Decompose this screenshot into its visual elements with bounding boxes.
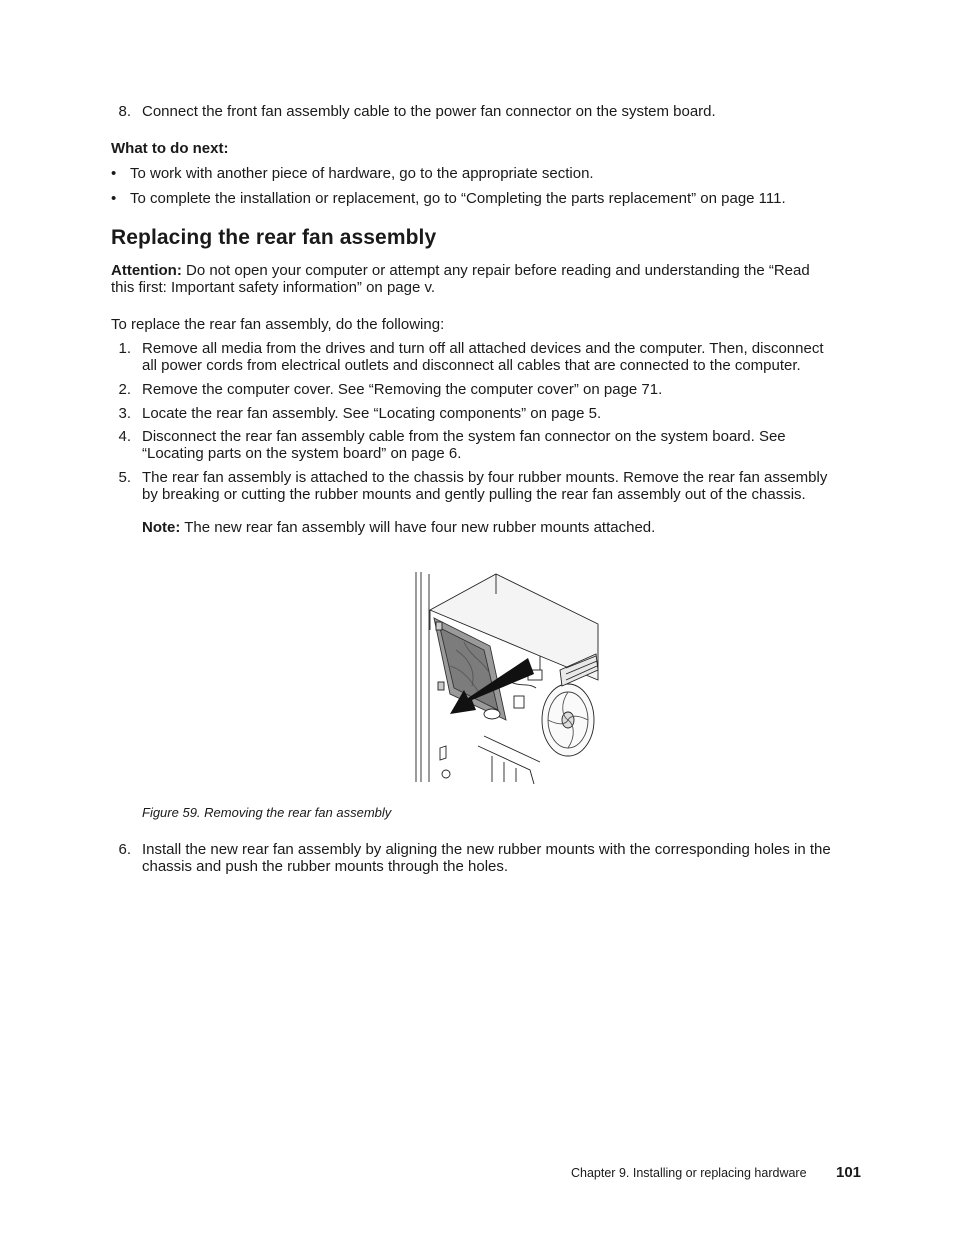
step-number: 2. (118, 381, 131, 398)
step-text: Connect the front fan assembly cable to the power fan connector on the system board. (142, 103, 716, 120)
step-number: 8. (118, 103, 131, 120)
step-text-line: “Locating parts on the system board” on page 6. (142, 445, 462, 462)
note (142, 519, 655, 536)
rear-fan-removal-illustration (410, 570, 602, 784)
step-text-line: The rear fan assembly is attached to the chassis by four rubber mounts. Remove the rear fan assembly (142, 469, 828, 486)
attention-line-2: this first: Important safety information” on page v. (111, 279, 436, 296)
section-title: Replacing the rear fan assembly (111, 226, 437, 249)
step-text-line: Locate the rear fan assembly. See “Locating components” on page 5. (142, 405, 602, 422)
note-label: Note: (142, 519, 181, 536)
attention-label: Attention: (111, 262, 182, 279)
figure-caption: Figure 59. Removing the rear fan assembly (142, 805, 392, 820)
bullet-icon: • (111, 190, 117, 207)
step-number: 6. (118, 841, 131, 858)
step-number: 5. (118, 469, 131, 486)
intro-text: To replace the rear fan assembly, do the following: (111, 316, 445, 333)
step-text-line: chassis and push the rubber mounts through the holes. (142, 858, 509, 875)
bullet-icon: • (111, 165, 117, 182)
step-text-line: Disconnect the rear fan assembly cable from the system fan connector on the system board. See (142, 428, 786, 445)
note-text: The new rear fan assembly will have four new rubber mounts attached. (184, 519, 656, 536)
step-number: 3. (118, 405, 131, 422)
footer-chapter: Chapter 9. Installing or replacing hardware (571, 1166, 807, 1180)
step-text-line: all power cords from electrical outlets and disconnect all cables that are connected to the computer. (142, 357, 801, 374)
next-bullet-text: To complete the installation or replacement, go to “Completing the parts replacement” on page 111. (130, 190, 786, 207)
step-text-line: Install the new rear fan assembly by aligning the new rubber mounts with the corresponding holes in the (142, 841, 831, 858)
page-number: 101 (836, 1164, 862, 1181)
step-number: 1. (118, 340, 131, 357)
next-bullet-text: To work with another piece of hardware, go to the appropriate section. (130, 165, 594, 182)
attention-line-1 (111, 262, 810, 279)
step-text-line: Remove all media from the drives and turn off all attached devices and the computer. Then, disconnect (142, 340, 824, 357)
next-heading: What to do next: (111, 140, 229, 157)
step-text-line: by breaking or cutting the rubber mounts and gently pulling the rear fan assembly out of the chassis. (142, 486, 806, 503)
step-text-line: Remove the computer cover. See “Removing the computer cover” on page 71. (142, 381, 663, 398)
attention-text: Do not open your computer or attempt any repair before reading and understanding the “Read (185, 262, 810, 279)
step-number: 4. (118, 428, 131, 445)
